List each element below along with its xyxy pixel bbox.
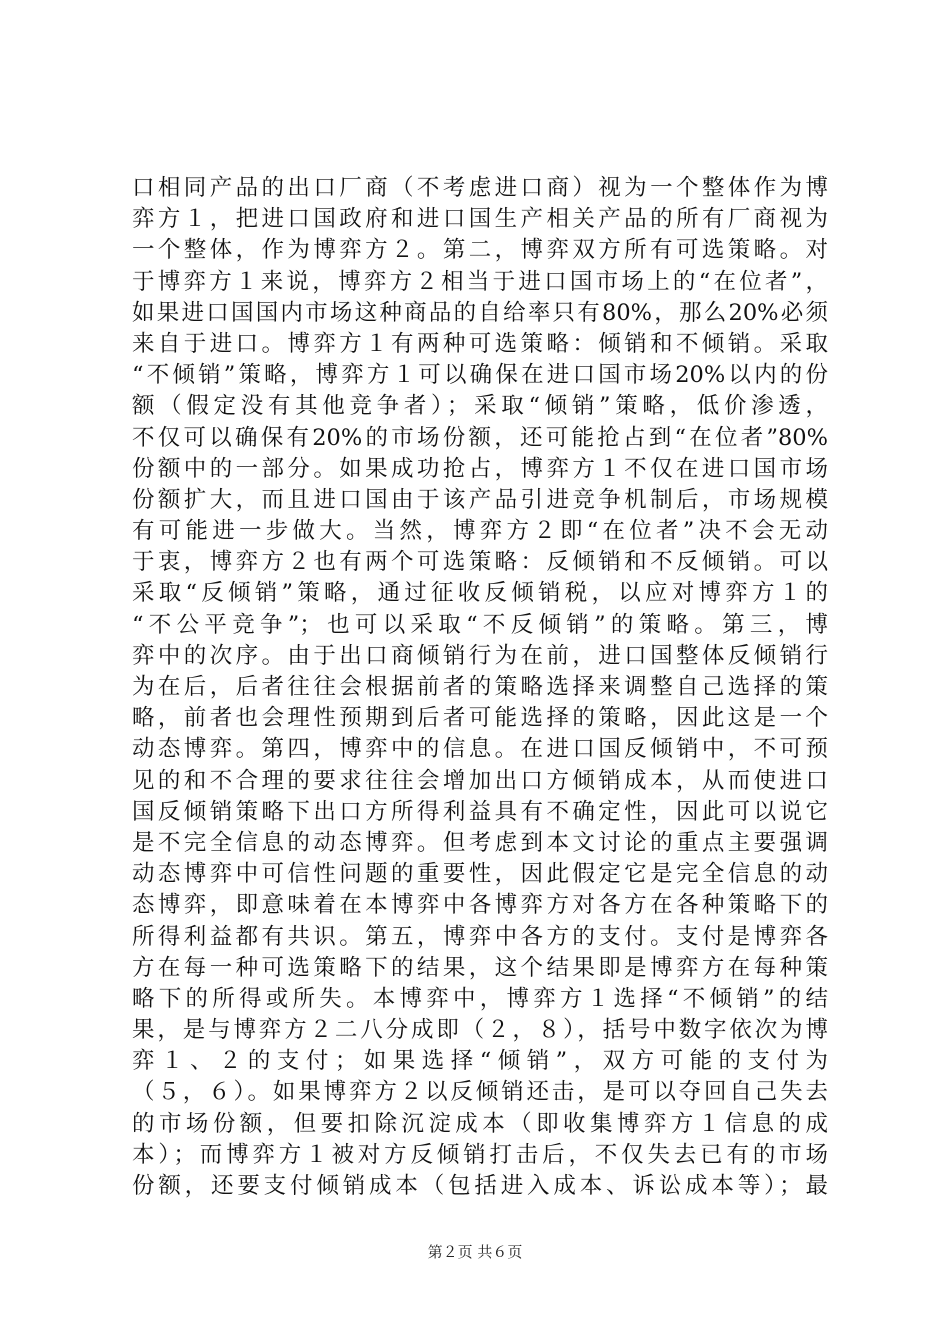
- text-line: 份额，还要支付倾销成本（包括进入成本、诉讼成本等）；最: [132, 1173, 828, 1199]
- text-line: 的市场份额，但要扣除沉淀成本（即收集博弈方１信息的成: [132, 1110, 828, 1137]
- text-line: 果，是与博弈方２二八分成即（２，８），括号中数字依次为博: [132, 1017, 828, 1044]
- text-line: 份额扩大，而且进口国由于该产品引进竞争机制后，市场规模: [132, 486, 828, 513]
- text-line: 弈１、２的支付；如果选择“倾销”，双方可能的支付为: [132, 1048, 828, 1075]
- text-line: 口相同产品的出口厂商（不考虑进口商）视为一个整体作为博: [132, 175, 828, 201]
- text-line: 来自于进口。博弈方１有两种可选策略：倾销和不倾销。采取: [132, 330, 828, 357]
- text-line: （５，６）。如果博弈方２以反倾销还击，是可以夺回自己失去: [132, 1079, 828, 1106]
- text-line: 态博弈，即意味着在本博弈中各博弈方对各方在各种策略下的: [132, 892, 828, 919]
- text-line: 是不完全信息的动态博弈。但考虑到本文讨论的重点主要强调: [132, 829, 828, 856]
- text-line: 动态博弈。第四，博弈中的信息。在进口国反倾销中，不可预: [132, 736, 828, 763]
- text-line: 国反倾销策略下出口方所得利益具有不确定性，因此可以说它: [132, 798, 828, 825]
- text-line: 于衷，博弈方２也有两个可选策略：反倾销和不反倾销。可以: [132, 549, 828, 576]
- text-line: “不公平竞争”；也可以采取“不反倾销”的策略。第三，博: [132, 611, 828, 638]
- text-line: 如果进口国国内市场这种商品的自给率只有80%，那么20%必须: [132, 299, 828, 326]
- page-number-footer: 第２页 共６页: [427, 1243, 523, 1261]
- text-line: 采取“反倾销”策略，通过征收反倾销税，以应对博弈方１的: [132, 580, 828, 607]
- text-line: 不仅可以确保有20%的市场份额，还可能抢占到“在位者”80%: [132, 424, 828, 451]
- text-line: 所得利益都有共识。第五，博弈中各方的支付。支付是博弈各: [132, 923, 828, 950]
- text-line: 本）；而博弈方１被对方反倾销打击后，不仅失去已有的市场: [132, 1141, 828, 1168]
- text-line: 一个整体，作为博弈方２。第二，博弈双方所有可选策略。对: [132, 237, 828, 264]
- text-line: 弈方１，把进口国政府和进口国生产相关产品的所有厂商视为: [132, 206, 828, 233]
- text-line: 份额中的一部分。如果成功抢占，博弈方１不仅在进口国市场: [132, 455, 828, 482]
- body-paragraph: [132, 173, 828, 1202]
- text-line: “不倾销”策略，博弈方１可以确保在进口国市场20%以内的份: [132, 362, 828, 389]
- text-line: 动态博弈中可信性问题的重要性，因此假定它是完全信息的动: [132, 861, 828, 888]
- text-line: 额（假定没有其他竞争者）；采取“倾销”策略，低价渗透，: [132, 393, 828, 420]
- text-line: 见的和不合理的要求往往会增加出口方倾销成本，从而使进口: [132, 767, 828, 794]
- text-line: 略下的所得或所失。本博弈中，博弈方１选择“不倾销”的结: [132, 985, 828, 1012]
- text-line: 为在后，后者往往会根据前者的策略选择来调整自己选择的策: [132, 674, 828, 700]
- text-line: 方在每一种可选策略下的结果，这个结果即是博弈方在每种策: [132, 954, 828, 981]
- text-line: 弈中的次序。由于出口商倾销行为在前，进口国整体反倾销行: [132, 642, 828, 669]
- text-line: 略，前者也会理性预期到后者可能选择的策略，因此这是一个: [132, 705, 828, 732]
- text-line: 于博弈方１来说，博弈方２相当于进口国市场上的“在位者”，: [132, 268, 828, 295]
- text-line: 有可能进一步做大。当然，博弈方２即“在位者”决不会无动: [132, 518, 828, 545]
